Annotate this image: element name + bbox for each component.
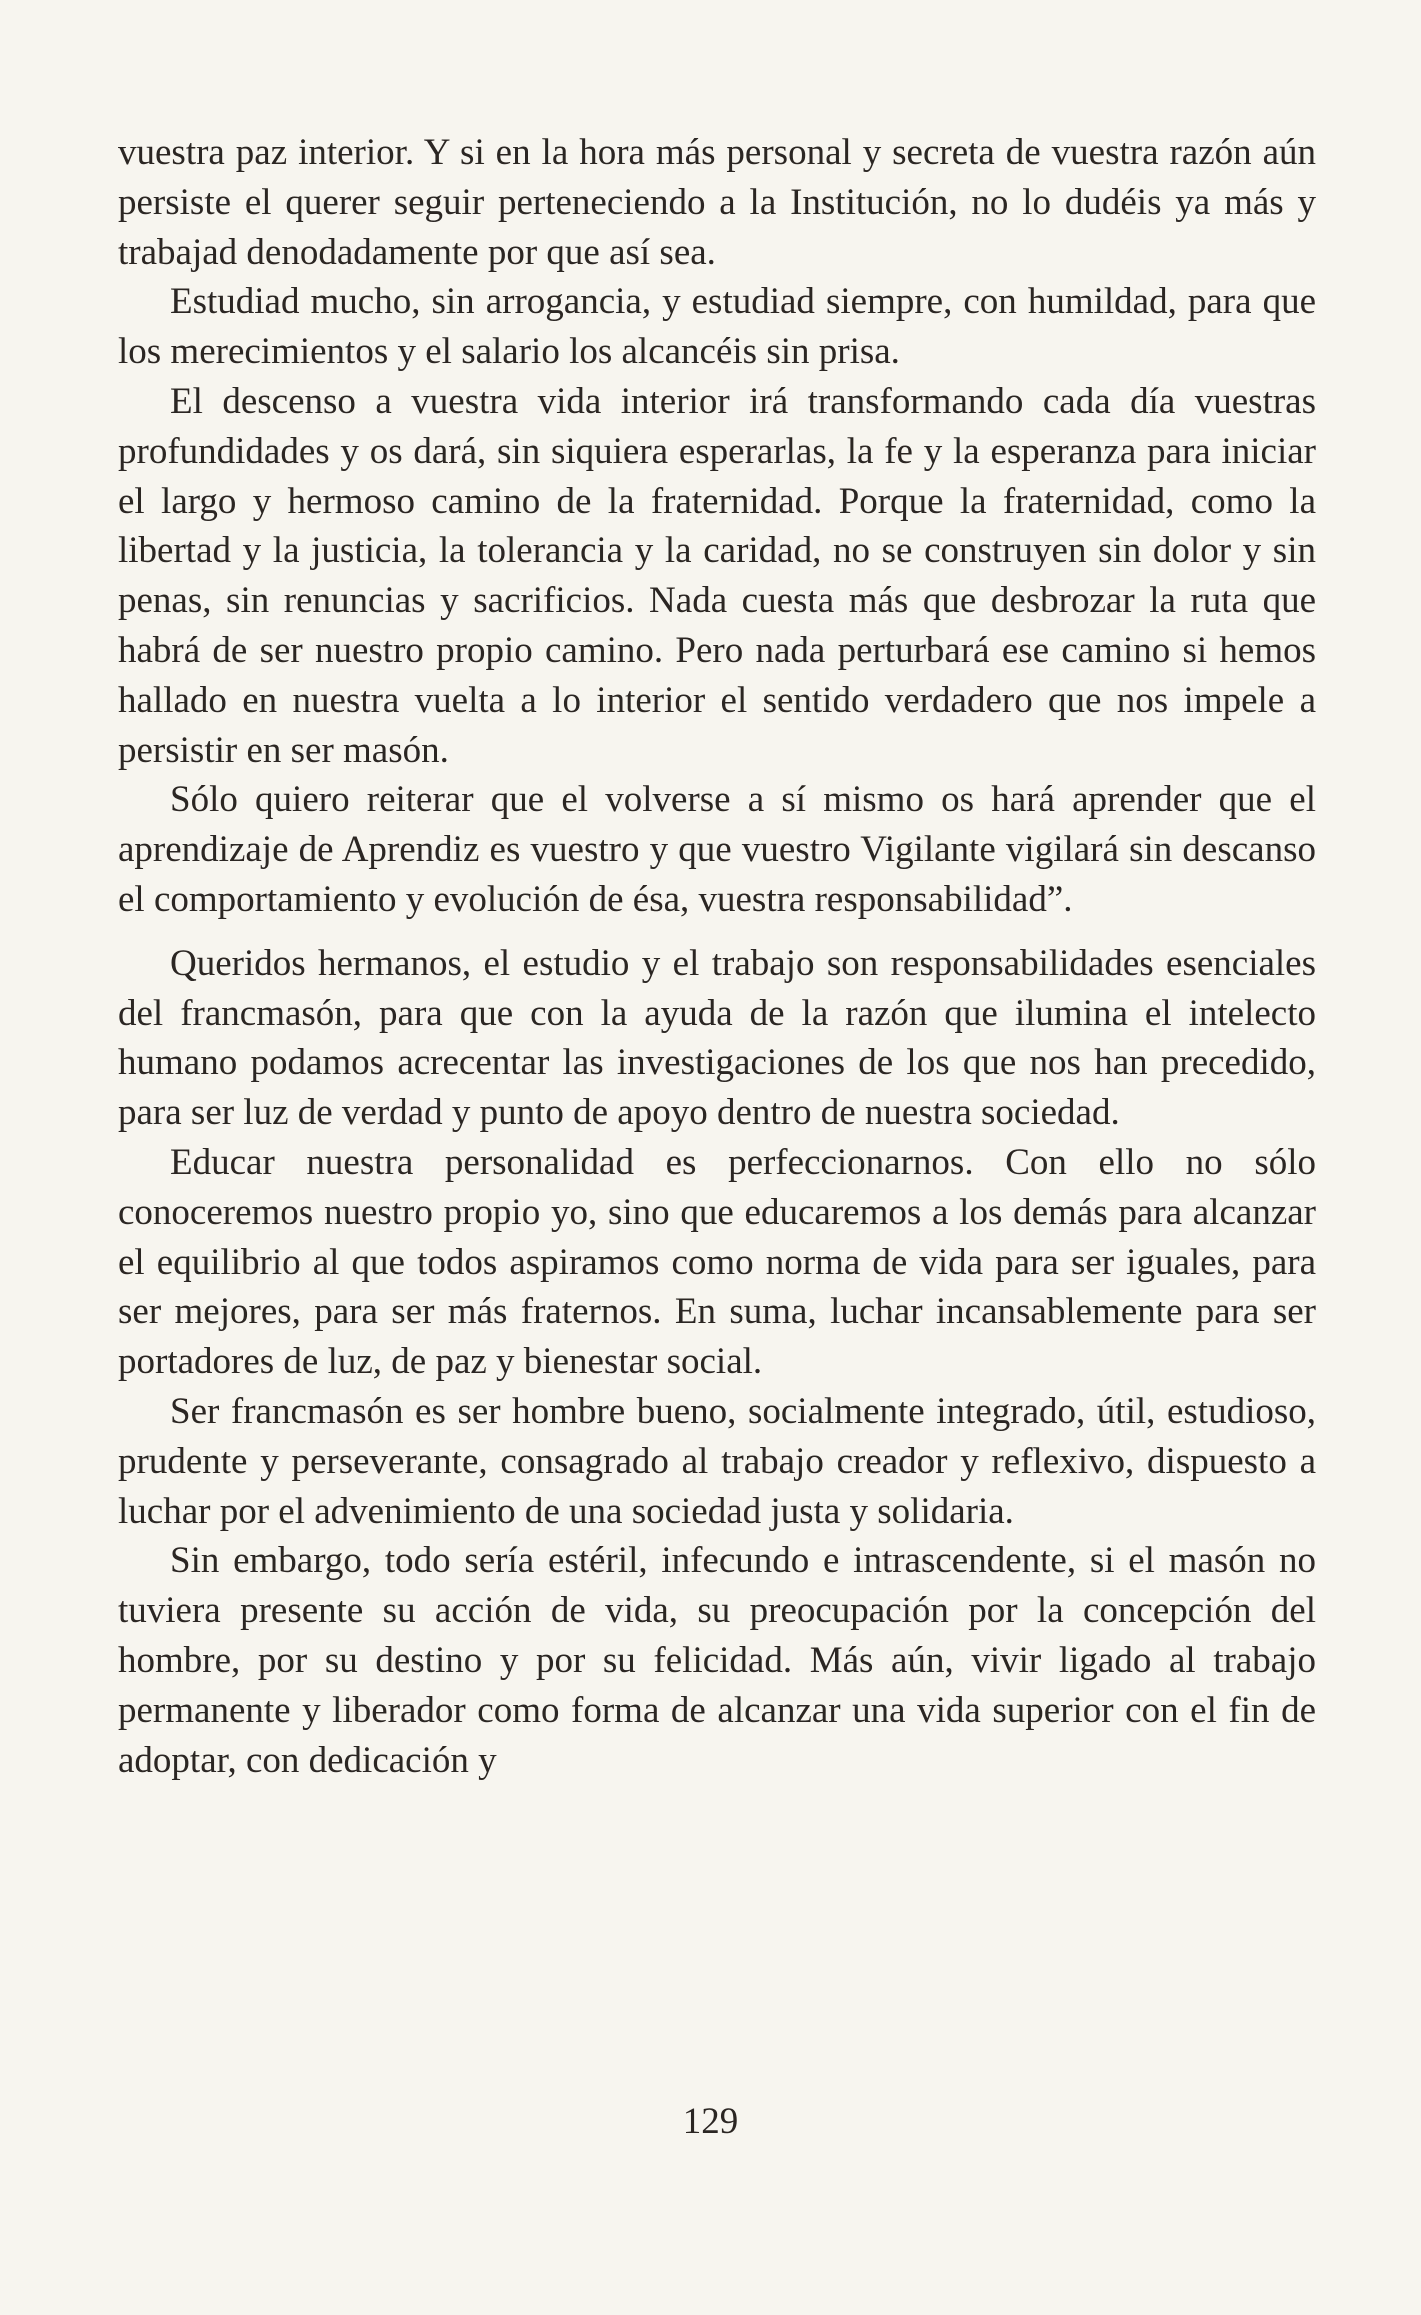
paragraph-7: Ser francmasón es ser hombre bueno, socialmente integrado, útil, estudioso, prudente y perseverante, consagrado al trabajo creador y reflexivo, dispuesto a luchar por el advenimiento de una sociedad justa y solidaria.: [118, 1390, 1316, 1532]
paragraph-8: Sin embargo, todo sería estéril, infecundo e intrascendente, si el masón no tuviera presente su acción de vida, su preocupación por la concepción del hombre, por su destino y por su felicidad. Más aún, vivir ligado al trabajo permanente y liberador como forma de alcanzar una vida superior con el fin de adoptar, con dedicación y: [118, 1540, 1316, 1781]
paragraph-3: El descenso a vuestra vida interior irá transformando cada día vuestras profundidades y os dará, sin siquiera esperarlas, la fe y la esperanza para iniciar el largo y hermoso camino de la fraternidad. Porque la fraternidad, como la libertad y la justicia, la tolerancia y la caridad, no se construyen sin dolor y sin penas, sin renuncias y sacrificios. Nada cuesta más que desbrozar la ruta que habrá de ser nuestro propio camino. Pero nada perturbará ese camino si hemos hallado en nuestra vuelta a lo interior el sentido verdadero que nos impele a persistir en ser masón.: [118, 380, 1316, 771]
paragraph-1: vuestra paz interior. Y si en la hora más personal y secreta de vuestra razón aún persiste el querer seguir perteneciendo a la Institución, no lo dudéis ya más y trabajad denodadamente por que así sea.: [118, 132, 1316, 273]
paragraph-2: Estudiad mucho, sin arrogancia, y estudiad siempre, con humildad, para que los merecimientos y el salario los alcancéis sin prisa.: [118, 281, 1316, 373]
page-number: 129: [682, 2101, 739, 2142]
page-body: [118, 128, 1316, 1785]
paragraph-6: Educar nuestra personalidad es perfeccionarnos. Con ello no sólo conoceremos nuestro propio yo, sino que educaremos a los demás para alcanzar el equilibrio al que todos aspiramos como norma de vida para ser iguales, para ser mejores, para ser más fraternos. En suma, luchar incansablemente para ser portadores de luz, de paz y bienestar social.: [118, 1141, 1316, 1383]
paragraph-4: Sólo quiero reiterar que el volverse a sí mismo os hará aprender que el aprendizaje de Aprendiz es vuestro y que vuestro Vigilante vigilará sin descanso el comportamiento y evolución de ésa, vuestra responsabilidad”.: [118, 779, 1316, 920]
paragraph-5: Queridos hermanos, el estudio y el trabajo son responsabilidades esenciales del francmasón, para que con la ayuda de la razón que ilumina el intelecto humano podamos acrecentar las investigaciones de los que nos han precedido, para ser luz de verdad y punto de apoyo dentro de nuestra sociedad.: [118, 942, 1316, 1134]
